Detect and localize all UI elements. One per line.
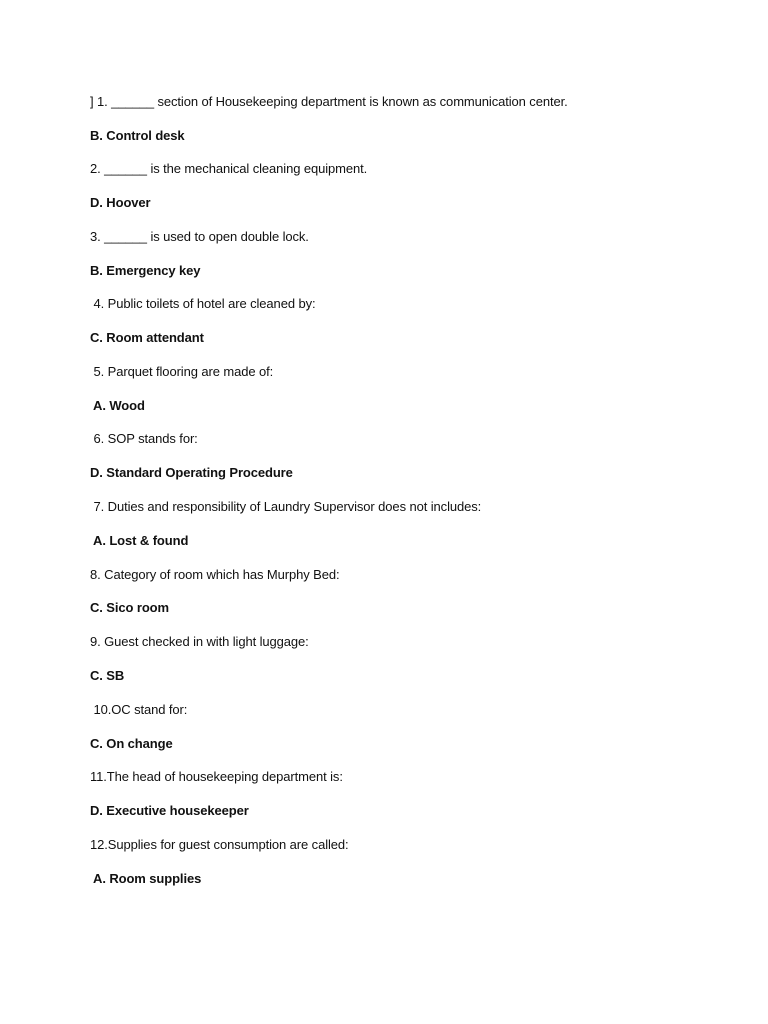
answer-2: D. Hoover [90, 195, 151, 210]
question-9: 9. Guest checked in with light luggage: [90, 634, 309, 649]
answer-4: C. Room attendant [90, 330, 204, 345]
answer-9: C. SB [90, 668, 125, 683]
question-1: ] 1. ______ section of Housekeeping department is known as communication center. [90, 94, 568, 109]
answer-5: A. Wood [90, 398, 145, 413]
answer-8: C. Sico room [90, 600, 169, 615]
question-8: 8. Category of room which has Murphy Bed: [90, 567, 340, 582]
answer-1: B. Control desk [90, 128, 185, 143]
question-12: 12.Supplies for guest consumption are called: [90, 837, 349, 852]
answer-6: D. Standard Operating Procedure [90, 465, 293, 480]
question-3: 3. ______ is used to open double lock. [90, 229, 309, 244]
question-7: 7. Duties and responsibility of Laundry Supervisor does not includes: [90, 499, 482, 514]
answer-11: D. Executive housekeeper [90, 803, 249, 818]
question-2: 2. ______ is the mechanical cleaning equipment. [90, 161, 368, 176]
question-5: 5. Parquet flooring are made of: [90, 364, 274, 379]
question-11: 11.The head of housekeeping department is: [90, 769, 343, 784]
answer-12: A. Room supplies [90, 871, 202, 886]
question-4: 4. Public toilets of hotel are cleaned by: [90, 296, 316, 311]
answer-3: B. Emergency key [90, 263, 201, 278]
answer-7: A. Lost & found [90, 533, 189, 548]
answer-10: C. On change [90, 736, 173, 751]
question-6: 6. SOP stands for: [90, 431, 198, 446]
question-10: 10.OC stand for: [90, 702, 188, 717]
